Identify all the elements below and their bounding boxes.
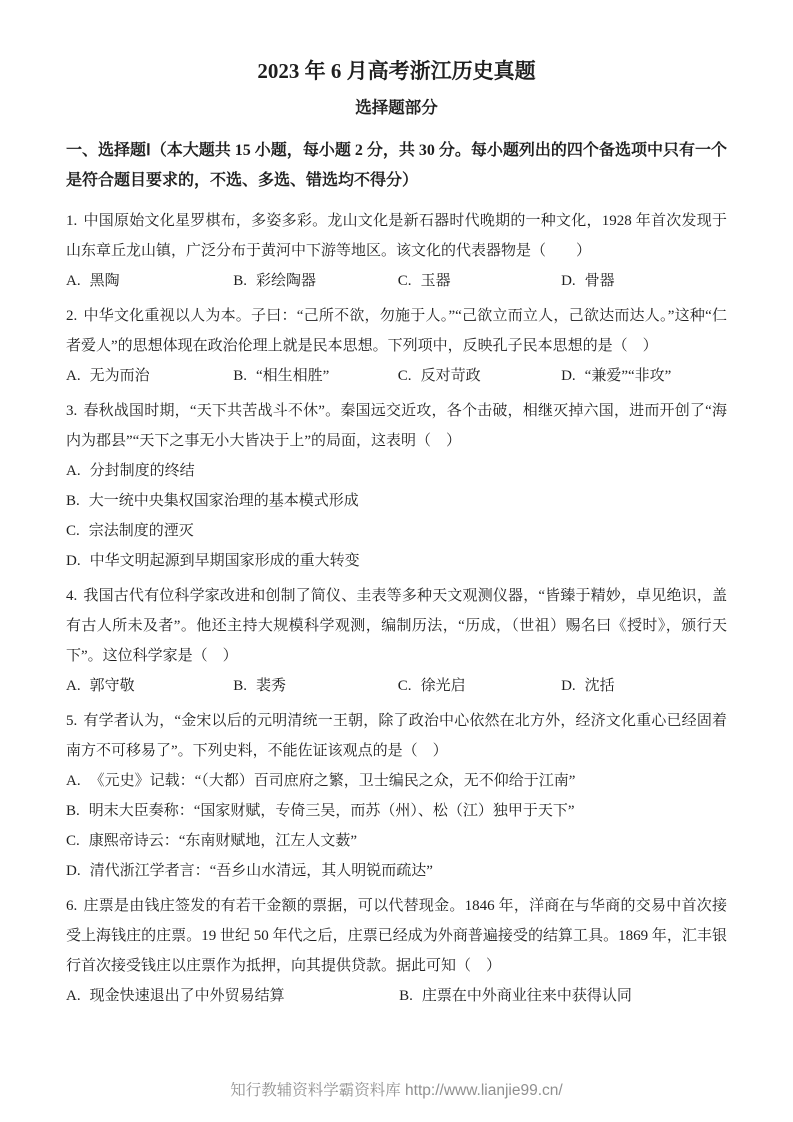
option-C	[66, 826, 727, 856]
question	[66, 396, 727, 576]
option-text: 现金快速退出了中外贸易结算	[89, 988, 285, 1004]
option-text: 宗法制度的湮灭	[88, 523, 194, 539]
options-row	[66, 266, 727, 296]
question	[66, 206, 727, 296]
question-number: 6.	[66, 898, 78, 914]
option-B	[233, 671, 398, 701]
question-number: 3.	[66, 403, 78, 419]
question-text: 有学者认为，“金宋以后的元明清统一王朝，除了政治中心依然在北方外，经济文化重心已经固着南方不可移易了”。下列史料，不能佐证该观点的是（ ）	[66, 713, 727, 759]
option-text: “相生相胜”	[255, 368, 330, 384]
option-B	[233, 266, 398, 296]
option-label: B.	[66, 493, 80, 509]
question-stem	[66, 206, 727, 266]
question-stem	[66, 301, 727, 361]
option-label: D.	[66, 553, 81, 569]
question-number: 5.	[66, 713, 78, 729]
question-text: 庄票是由钱庄签发的有若干金额的票据，可以代替现金。1846 年，洋商在与华商的交易中首次接受上海钱庄的庄票。19 世纪 50 年代之后，庄票已经成为外商普遍接受的结算工具。1869 年，汇丰银行首次接受钱庄以庄票作为抵押，向其提供贷款。据此可知（ ）	[66, 898, 727, 974]
option-text: 《元史》记载：“（大都）百司庶府之繁，卫士编民之众，无不仰给于江南”	[89, 773, 576, 789]
question-text: 中国原始文化星罗棋布，多姿多彩。龙山文化是新石器时代晚期的一种文化，1928 年首次发现于山东章丘龙山镇，广泛分布于黄河中下游等地区。该文化的代表器物是（ ）	[66, 213, 727, 259]
question-text: 春秋战国时期，“天下共苦战斗不休”。秦国远交近攻，各个击破，相继灭掉六国，进而开创了“海内为郡县”“天下之事无小大皆决于上”的局面，这表明（ ）	[66, 403, 727, 449]
question-number: 1.	[66, 213, 78, 229]
question	[66, 581, 727, 701]
page-title: 2023 年 6 月高考浙江历史真题	[257, 59, 536, 83]
option-text: 庄票在中外商业往来中获得认同	[421, 988, 632, 1004]
option-label: A.	[66, 463, 81, 479]
options-row	[66, 766, 727, 886]
option-text: 彩绘陶器	[255, 273, 316, 289]
option-label: C.	[397, 368, 412, 384]
option-C	[66, 516, 727, 546]
section-heading: 一、选择题Ⅰ（本大题共 15 小题，每小题 2 分，共 30 分。每小题列出的四个备选项中只有一个是符合题目要求的，不选、多选、错选均不得分）	[66, 142, 727, 189]
option-label: B.	[233, 368, 247, 384]
option-label: B.	[233, 678, 247, 694]
option-text: 黑陶	[89, 273, 120, 289]
option-A	[66, 361, 233, 391]
option-text: 明末大臣奏称：“国家财赋，专倚三吴，而苏（州）、松（江）独甲于天下”	[88, 803, 575, 819]
option-A	[66, 266, 233, 296]
option-A	[66, 671, 233, 701]
option-text: 康熙帝诗云：“东南财赋地，江左人文薮”	[88, 833, 358, 849]
option-C	[398, 671, 561, 701]
option-text: 沈括	[584, 678, 615, 694]
option-B	[66, 796, 727, 826]
option-C	[398, 361, 561, 391]
option-text: “兼爱”“非攻”	[584, 368, 672, 384]
option-text: 中华文明起源到早期国家形成的重大转变	[89, 553, 360, 569]
question	[66, 301, 727, 391]
option-text: 玉器	[420, 273, 451, 289]
question-text: 中华文化重视以人为本。子曰：“己所不欲，勿施于人。”“己欲立而立人，己欲达而达人。”这种“仁者爱人”的思想体现在政治伦理上就是民本思想。下列项中，反映孔子民本思想的是（ ）	[66, 308, 727, 354]
question-text: 我国古代有位科学家改进和创制了简仪、圭表等多种天文观测仪器，“皆臻于精妙，卓见绝识，盖有古人所未及者”。他还主持大规模科学观测，编制历法，“历成，（世祖）赐名曰《授时》，颁行天下”。这位科学家是（ ）	[66, 588, 727, 664]
option-label: B.	[66, 803, 80, 819]
option-label: A.	[66, 773, 81, 789]
option-B	[233, 361, 398, 391]
question-stem	[66, 396, 727, 456]
options-row	[66, 671, 727, 701]
option-label: C.	[66, 833, 80, 849]
option-D	[561, 266, 727, 296]
option-D	[66, 856, 727, 886]
question-number: 2.	[66, 308, 78, 324]
question	[66, 706, 727, 886]
options-row	[66, 981, 727, 1011]
option-label: D.	[66, 863, 81, 879]
option-A	[66, 766, 727, 796]
option-label: A.	[66, 988, 81, 1004]
question	[66, 891, 727, 1011]
question-stem	[66, 706, 727, 766]
option-C	[398, 266, 561, 296]
option-label: A.	[66, 368, 81, 384]
option-label: D.	[561, 368, 576, 384]
option-label: D.	[561, 273, 576, 289]
option-text: 徐光启	[420, 678, 466, 694]
option-label: D.	[561, 678, 576, 694]
option-text: 大一统中央集权国家治理的基本模式形成	[88, 493, 359, 509]
option-text: 清代浙江学者言：“吾乡山水清远，其人明锐而疏达”	[89, 863, 433, 879]
option-label: A.	[66, 273, 81, 289]
option-label: C.	[66, 523, 80, 539]
page-subtitle: 选择题部分	[355, 98, 438, 117]
question-stem	[66, 581, 727, 671]
option-D	[561, 361, 727, 391]
questions	[66, 206, 727, 1011]
option-label: C.	[397, 678, 412, 694]
option-B	[66, 486, 727, 516]
option-A	[66, 981, 399, 1011]
option-text: 反对苛政	[420, 368, 481, 384]
options-row	[66, 361, 727, 391]
footer-watermark: 知行教辅资料学霸资料库 http://www.lianjie99.cn/	[230, 1082, 563, 1099]
option-label: B.	[399, 988, 413, 1004]
option-text: 无为而治	[89, 368, 150, 384]
option-D	[561, 671, 727, 701]
option-text: 郭守敬	[89, 678, 135, 694]
option-A	[66, 456, 727, 486]
options-row	[66, 456, 727, 576]
option-label: A.	[66, 678, 81, 694]
option-label: B.	[233, 273, 247, 289]
option-text: 分封制度的终结	[89, 463, 195, 479]
option-label: C.	[397, 273, 412, 289]
option-text: 骨器	[584, 273, 615, 289]
question-stem	[66, 891, 727, 981]
option-D	[66, 546, 727, 576]
option-text: 裴秀	[255, 678, 286, 694]
question-number: 4.	[66, 588, 78, 604]
option-B	[399, 981, 727, 1011]
